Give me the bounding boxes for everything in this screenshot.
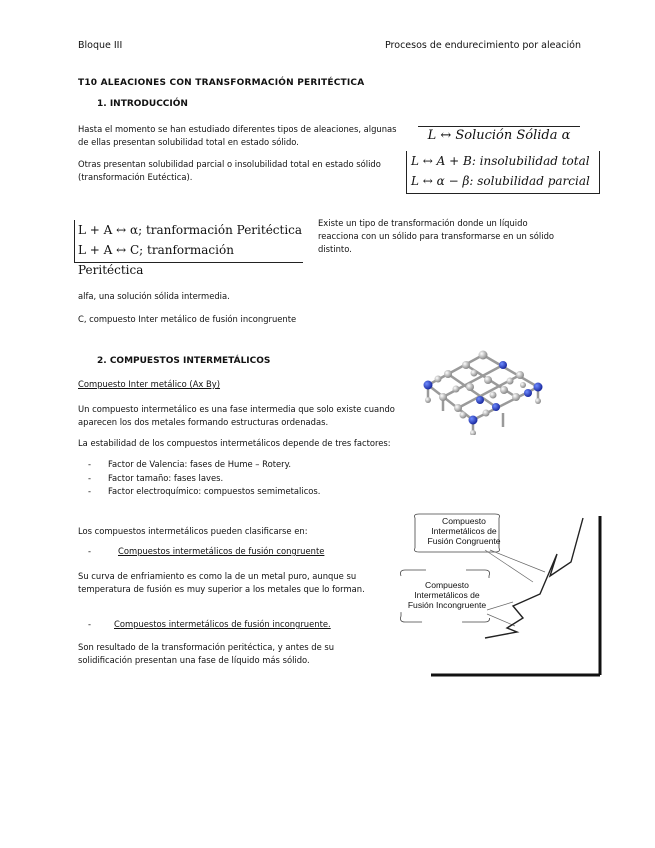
callout-congruente-line: Intermetálicos de: [431, 526, 497, 536]
intermetallic-definition: Un compuesto intermetálico es una fase intermedia que solo existe cuando aparecen los dos metales formando estructuras ordenadas.: [78, 404, 395, 427]
equation-partial-solubility: L ↔ α − β: solubilidad parcial: [411, 174, 590, 188]
classification-intro: Los compuestos intermetálicos pueden clasificarse en:: [78, 526, 308, 536]
callout-incongruente-line: Fusión Incongruente: [407, 600, 487, 610]
equation-insolubility: L ↔ A + B: insolubilidad total: [411, 154, 590, 168]
peritectic-description: Existe un tipo de transformación donde un líquido reacciona con un sólido para transformarse en un sólido distinto.: [318, 218, 555, 254]
factor-item: - Factor de Valencia: fases de Hume – Rotery.: [78, 458, 398, 472]
type2-description: Son resultado de la transformación peritéctica, y antes de su solidificación presentan una fase de líquido más sólido.: [78, 642, 335, 665]
factor-item: - Factor electroquímico: compuestos semimetalicos.: [78, 485, 398, 499]
type1-label: Compuestos intermetálicos de fusión congruente: [118, 546, 325, 556]
section2-heading: 2. COMPUESTOS INTERMETÁLICOS: [97, 356, 271, 366]
header-right: Procesos de endurecimiento por aleación: [385, 40, 581, 51]
header-left: Bloque III: [78, 40, 123, 51]
callout-congruente-text: [412, 516, 516, 546]
equation-box-eutectic: [406, 151, 600, 194]
type2-item: [78, 618, 398, 632]
c-compound-note: C, compuesto Inter metálico de fusión incongruente: [78, 314, 297, 324]
equation-peritectic-alpha: L + A ↔ α; tranformación Peritéctica: [78, 223, 303, 237]
type1-item: [78, 545, 398, 559]
equation-solid-solution: L ↔ Solución Sólida α: [418, 126, 580, 145]
factor-item: - Factor tamaño: fases laves.: [78, 472, 398, 486]
callout-congruente-line: Fusión Congruente: [427, 536, 501, 546]
equation-box-peritectic: [74, 220, 303, 277]
callout-incongruente-line: Intermetálicos de: [414, 590, 480, 600]
intro-paragraph-1: Hasta el momento se han estudiado diferentes tipos de aleaciones, algunas de ellas presentan solubilidad total en estado sólido.: [78, 124, 397, 147]
factor-list: [78, 458, 398, 499]
type2-list: [78, 618, 398, 632]
lattice-atoms: [424, 351, 543, 436]
callout-congruente-line: Compuesto: [442, 516, 486, 526]
type2-label: Compuestos intermetálicos de fusión incongruente.: [114, 619, 331, 629]
document-title: T10 ALEACIONES CON TRANSFORMACIÓN PERITÉCTICA: [78, 78, 365, 88]
equation-peritectic-c: L + A ↔ C; tranformación Peritéctica: [78, 243, 234, 277]
intro-paragraph-2: Otras presentan solubilidad parcial o insolubilidad total en estado sólido (transformación Eutéctica).: [78, 159, 381, 182]
intermetallic-subheading: Compuesto Inter metálico (Ax By): [78, 379, 221, 389]
callout-incongruente-text: [398, 580, 496, 610]
type1-list: [78, 545, 398, 559]
stability-intro: La estabilidad de los compuestos intermetálicos depende de tres factores:: [78, 438, 391, 448]
type1-description: Su curva de enfriamiento es como la de un metal puro, aunque su temperatura de fusión es muy superior a los metales que lo forman.: [78, 571, 365, 594]
crystal-lattice-illustration: [408, 345, 558, 435]
alpha-note: alfa, una solución sólida intermedia.: [78, 291, 230, 301]
section1-heading: 1. INTRODUCCIÓN: [97, 99, 188, 109]
callout-incongruente-line: Compuesto: [425, 580, 469, 590]
